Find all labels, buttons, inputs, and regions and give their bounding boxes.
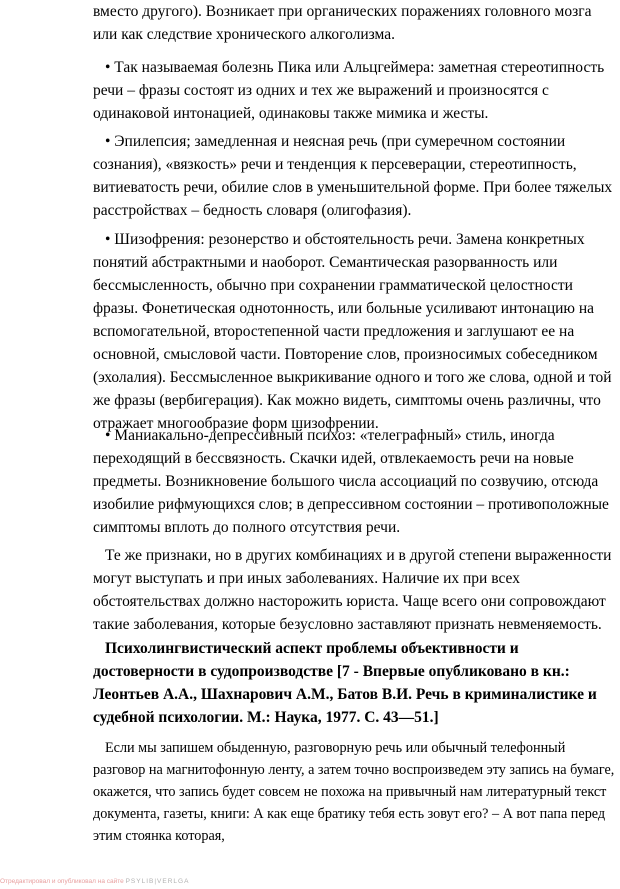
footer-notice bbox=[0, 878, 189, 885]
paragraph-pick-alzheimer: • Так называемая болезнь Пика или Альцгеймера: заметная стереотипность речи – фразы состоят из одних и тех же выражений и произносятся с одинаковой интонацией, одинаковы также мимика и жесты. bbox=[93, 59, 605, 122]
paragraph-intro: Если мы запишем обыденную, разговорную речь или обычный телефонный разговор на магнитофонную ленту, а затем точно воспроизведем эту запись на бумаге, окажется, что запись будет совсем не похожа на привычный нам литературный текст документа, газеты, книги: А как еще братику тебя есть зовут его? – А вот папа перед этим стоянка которая, bbox=[93, 740, 615, 844]
paragraph-conclusion: Те же признаки, но в других комбинациях и в другой степени выраженности могут выступать и при иных заболеваниях. Наличие их при всех обстоятельствах должно насторожить юриста. Чаще всего они сопровождают такие заболевания, которые безусловно заставляют признать невменяемость. bbox=[93, 547, 612, 633]
footer-text: Отредактировал и опубликовал на сайте bbox=[0, 878, 124, 885]
paragraph-schizophrenia: • Шизофрения: резонерство и обстоятельность речи. Замена конкретных понятий абстрактными и наоборот. Семантическая разорванность или бессмысленность, обычно при сохранении грамматической целостности фразы. Фонетическая однотонность, или больные усиливают интонацию на вспомогательной, второстепенной части предложения и заглушают ее на основной, смысловой части. Повторение слов, произносимых собеседником (эхолалия). Бессмысленное выкрикивание одного и того же слова, одной и той же фразы (вербигерация). Как можно видеть, симптомы очень различны, что отражает многообразие форм шизофрении. bbox=[93, 231, 612, 432]
paragraph-continuation: вместо другого). Возникает при органических поражениях головного мозга или как следствие хронического алкоголизма. bbox=[93, 3, 592, 43]
paragraph-epilepsy: • Эпилепсия; замедленная и неясная речь (при сумеречном состоянии сознания), «вязкость» речи и тенденция к персеверации, стереотипность, витиеватость речи, обилие слов в уменьшительной форме. При более тяжелых расстройствах – бедность словаря (олигофазия). bbox=[93, 133, 613, 219]
paragraph-manic-depressive: • Маниакально-депрессивный психоз: «телеграфный» стиль, иногда переходящий в бессвязность. Скачки идей, отвлекаемость речи на новые предметы. Возникновение большого числа ассоциаций по созвучию, отсюда изобилие рифмующихся слов; в депрессивном состоянии – противоположные симптомы вплоть до полного отсутствия речи. bbox=[93, 427, 609, 536]
footer-brand: PSYLIB|VERLGA bbox=[125, 878, 190, 885]
section-heading: Психолингвистический аспект проблемы объективности и достоверности в судопроизводстве [7 - Впервые опубликовано в кн.: Леонтьев А.А., Шахнарович А.М., Батов В.И. Речь в криминалистике и судебной психологии. М.: Наука, 1977. С. 43—51.] bbox=[93, 640, 597, 726]
